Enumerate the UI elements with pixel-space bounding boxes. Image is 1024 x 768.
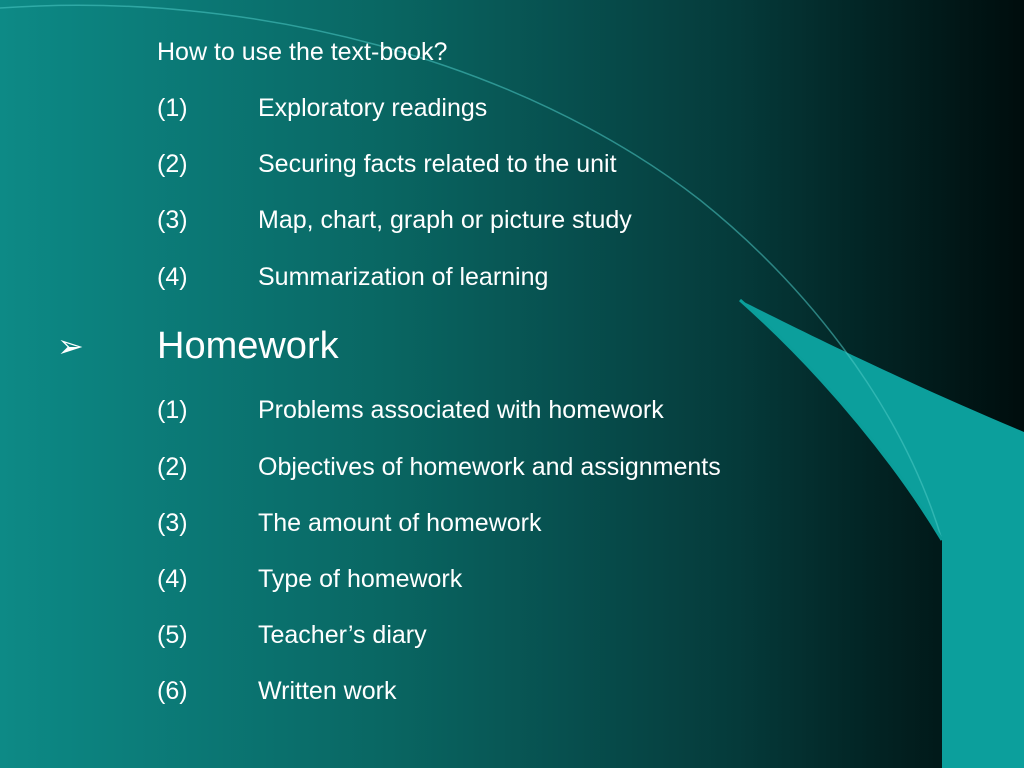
item-number: (4) [157,263,188,291]
item-text: Teacher’s diary [258,621,427,649]
item-number: (3) [157,509,188,537]
item-number: (6) [157,677,188,705]
item-text: Problems associated with homework [258,396,664,424]
item-number: (2) [157,453,188,481]
item-number: (3) [157,206,188,234]
intro-question: How to use the text-book? [157,38,448,66]
item-text: Written work [258,677,397,705]
curl-fold [740,300,1024,768]
item-text: Map, chart, graph or picture study [258,206,632,234]
item-text: Objectives of homework and assignments [258,453,721,481]
section-title: Homework [157,325,339,367]
item-text: Exploratory readings [258,94,488,122]
item-number: (5) [157,621,188,649]
item-number: (1) [157,396,188,424]
arrow-bullet-icon: ➢ [57,328,84,364]
item-text: The amount of homework [258,509,542,537]
item-text: Securing facts related to the unit [258,150,617,178]
item-number: (2) [157,150,188,178]
item-number: (4) [157,565,188,593]
item-text: Summarization of learning [258,263,549,291]
item-number: (1) [157,94,188,122]
item-text: Type of homework [258,565,463,593]
